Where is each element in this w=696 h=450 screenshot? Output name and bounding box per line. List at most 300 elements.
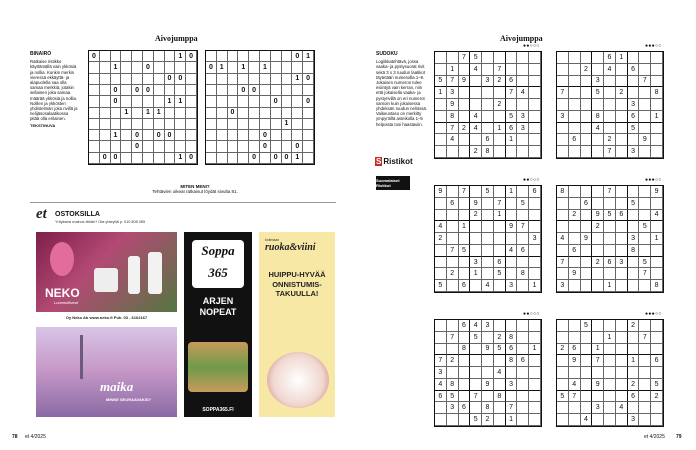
grid-cell[interactable]	[100, 85, 111, 96]
grid-cell[interactable]	[639, 52, 651, 64]
grid-cell[interactable]	[459, 355, 471, 367]
grid-cell[interactable]	[494, 52, 506, 64]
grid-cell[interactable]	[282, 108, 293, 119]
grid-cell[interactable]	[482, 268, 494, 280]
grid-cell[interactable]	[260, 85, 271, 96]
grid-cell[interactable]	[557, 64, 569, 76]
grid-cell[interactable]	[143, 119, 154, 130]
grid-cell[interactable]	[447, 414, 459, 426]
grid-cell[interactable]	[165, 85, 176, 96]
grid-cell[interactable]	[303, 153, 314, 164]
grid-cell[interactable]	[435, 402, 447, 414]
grid-cell[interactable]	[616, 76, 628, 88]
grid-cell[interactable]	[165, 62, 176, 73]
grid-cell[interactable]	[217, 96, 228, 107]
grid-cell[interactable]	[628, 402, 640, 414]
grid-cell[interactable]	[435, 414, 447, 426]
grid-cell[interactable]	[206, 96, 217, 107]
grid-cell[interactable]	[494, 280, 506, 292]
grid-cell[interactable]	[494, 87, 506, 99]
grid-cell[interactable]	[592, 233, 604, 245]
grid-cell[interactable]	[100, 51, 111, 62]
grid-cell[interactable]	[459, 268, 471, 280]
grid-cell[interactable]	[592, 64, 604, 76]
grid-cell[interactable]	[581, 280, 593, 292]
grid-cell[interactable]	[228, 119, 239, 130]
grid-cell[interactable]	[639, 146, 651, 158]
grid-cell[interactable]	[628, 344, 640, 356]
grid-cell[interactable]	[435, 134, 447, 146]
grid-cell[interactable]	[569, 221, 581, 233]
grid-cell[interactable]	[517, 332, 529, 344]
grid-cell[interactable]	[459, 367, 471, 379]
grid-cell[interactable]	[249, 108, 260, 119]
grid-cell[interactable]	[470, 367, 482, 379]
grid-cell[interactable]	[282, 130, 293, 141]
grid-cell[interactable]	[121, 130, 132, 141]
grid-cell[interactable]	[529, 146, 541, 158]
grid-cell[interactable]	[217, 74, 228, 85]
grid-cell[interactable]	[121, 141, 132, 152]
grid-cell[interactable]	[470, 344, 482, 356]
grid-cell[interactable]	[628, 332, 640, 344]
grid-cell[interactable]	[592, 332, 604, 344]
grid-cell[interactable]	[581, 391, 593, 403]
grid-cell[interactable]	[569, 332, 581, 344]
grid-cell[interactable]	[292, 119, 303, 130]
grid-cell[interactable]	[260, 153, 271, 164]
grid-cell[interactable]	[557, 52, 569, 64]
grid-cell[interactable]	[506, 320, 518, 332]
grid-cell[interactable]	[639, 320, 651, 332]
grid-cell[interactable]	[186, 62, 197, 73]
grid-cell[interactable]	[238, 153, 249, 164]
grid-cell[interactable]	[639, 391, 651, 403]
grid-cell[interactable]	[529, 332, 541, 344]
grid-cell[interactable]	[482, 332, 494, 344]
grid-cell[interactable]	[604, 344, 616, 356]
grid-cell[interactable]	[651, 414, 663, 426]
grid-cell[interactable]	[260, 74, 271, 85]
grid-cell[interactable]	[154, 74, 165, 85]
grid-cell[interactable]	[557, 99, 569, 111]
grid-cell[interactable]	[459, 414, 471, 426]
grid-cell[interactable]	[616, 344, 628, 356]
grid-cell[interactable]	[459, 99, 471, 111]
grid-cell[interactable]	[154, 153, 165, 164]
grid-cell[interactable]	[447, 146, 459, 158]
grid-cell[interactable]	[482, 210, 494, 222]
grid-cell[interactable]	[175, 108, 186, 119]
grid-cell[interactable]	[639, 87, 651, 99]
grid-cell[interactable]	[529, 367, 541, 379]
grid-cell[interactable]	[616, 332, 628, 344]
grid-cell[interactable]	[435, 320, 447, 332]
grid-cell[interactable]	[100, 74, 111, 85]
grid-cell[interactable]	[228, 130, 239, 141]
grid-cell[interactable]	[303, 108, 314, 119]
grid-cell[interactable]	[143, 74, 154, 85]
grid-cell[interactable]	[529, 245, 541, 257]
grid-cell[interactable]	[506, 210, 518, 222]
grid-cell[interactable]	[435, 210, 447, 222]
grid-cell[interactable]	[569, 280, 581, 292]
grid-cell[interactable]	[228, 96, 239, 107]
grid-cell[interactable]	[447, 221, 459, 233]
grid-cell[interactable]	[238, 119, 249, 130]
grid-cell[interactable]	[651, 99, 663, 111]
grid-cell[interactable]	[616, 198, 628, 210]
grid-cell[interactable]	[271, 130, 282, 141]
grid-cell[interactable]	[506, 64, 518, 76]
grid-cell[interactable]	[238, 96, 249, 107]
grid-cell[interactable]	[121, 51, 132, 62]
grid-cell[interactable]	[249, 130, 260, 141]
grid-cell[interactable]	[435, 198, 447, 210]
grid-cell[interactable]	[260, 51, 271, 62]
grid-cell[interactable]	[604, 111, 616, 123]
grid-cell[interactable]	[482, 198, 494, 210]
grid-cell[interactable]	[616, 367, 628, 379]
grid-cell[interactable]	[459, 198, 471, 210]
grid-cell[interactable]	[529, 257, 541, 269]
grid-cell[interactable]	[651, 64, 663, 76]
grid-cell[interactable]	[282, 62, 293, 73]
grid-cell[interactable]	[651, 367, 663, 379]
grid-cell[interactable]	[121, 119, 132, 130]
grid-cell[interactable]	[581, 99, 593, 111]
grid-cell[interactable]	[249, 141, 260, 152]
grid-cell[interactable]	[517, 99, 529, 111]
grid-cell[interactable]	[628, 280, 640, 292]
grid-cell[interactable]	[569, 186, 581, 198]
grid-cell[interactable]	[111, 74, 122, 85]
grid-cell[interactable]	[206, 130, 217, 141]
grid-cell[interactable]	[282, 51, 293, 62]
grid-cell[interactable]	[435, 257, 447, 269]
grid-cell[interactable]	[557, 134, 569, 146]
grid-cell[interactable]	[581, 402, 593, 414]
grid-cell[interactable]	[303, 119, 314, 130]
grid-cell[interactable]	[89, 74, 100, 85]
grid-cell[interactable]	[529, 198, 541, 210]
grid-cell[interactable]	[569, 64, 581, 76]
grid-cell[interactable]	[228, 85, 239, 96]
grid-cell[interactable]	[616, 379, 628, 391]
grid-cell[interactable]	[132, 51, 143, 62]
grid-cell[interactable]	[459, 332, 471, 344]
grid-cell[interactable]	[616, 355, 628, 367]
grid-cell[interactable]	[616, 391, 628, 403]
grid-cell[interactable]	[506, 391, 518, 403]
grid-cell[interactable]	[651, 123, 663, 135]
grid-cell[interactable]	[592, 414, 604, 426]
grid-cell[interactable]	[447, 257, 459, 269]
grid-cell[interactable]	[628, 367, 640, 379]
grid-cell[interactable]	[581, 146, 593, 158]
grid-cell[interactable]	[529, 221, 541, 233]
grid-cell[interactable]	[271, 74, 282, 85]
grid-cell[interactable]	[517, 76, 529, 88]
grid-cell[interactable]	[639, 402, 651, 414]
grid-cell[interactable]	[557, 198, 569, 210]
grid-cell[interactable]	[282, 74, 293, 85]
grid-cell[interactable]	[89, 130, 100, 141]
grid-cell[interactable]	[482, 52, 494, 64]
grid-cell[interactable]	[494, 320, 506, 332]
grid-cell[interactable]	[581, 245, 593, 257]
grid-cell[interactable]	[165, 108, 176, 119]
grid-cell[interactable]	[569, 99, 581, 111]
grid-cell[interactable]	[529, 76, 541, 88]
grid-cell[interactable]	[206, 153, 217, 164]
grid-cell[interactable]	[459, 257, 471, 269]
grid-cell[interactable]	[581, 52, 593, 64]
grid-cell[interactable]	[186, 74, 197, 85]
grid-cell[interactable]	[517, 210, 529, 222]
grid-cell[interactable]	[517, 146, 529, 158]
grid-cell[interactable]	[592, 134, 604, 146]
grid-cell[interactable]	[557, 210, 569, 222]
neko-ad[interactable]	[36, 232, 177, 322]
grid-cell[interactable]	[217, 108, 228, 119]
grid-cell[interactable]	[89, 108, 100, 119]
grid-cell[interactable]	[651, 268, 663, 280]
grid-cell[interactable]	[482, 355, 494, 367]
grid-cell[interactable]	[238, 108, 249, 119]
grid-cell[interactable]	[581, 257, 593, 269]
grid-cell[interactable]	[494, 221, 506, 233]
grid-cell[interactable]	[628, 221, 640, 233]
grid-cell[interactable]	[569, 198, 581, 210]
grid-cell[interactable]	[206, 119, 217, 130]
grid-cell[interactable]	[639, 99, 651, 111]
grid-cell[interactable]	[651, 257, 663, 269]
grid-cell[interactable]	[111, 51, 122, 62]
grid-cell[interactable]	[482, 99, 494, 111]
grid-cell[interactable]	[569, 257, 581, 269]
grid-cell[interactable]	[111, 119, 122, 130]
grid-cell[interactable]	[529, 414, 541, 426]
grid-cell[interactable]	[459, 210, 471, 222]
grid-cell[interactable]	[482, 221, 494, 233]
grid-cell[interactable]	[143, 141, 154, 152]
grid-cell[interactable]	[89, 153, 100, 164]
grid-cell[interactable]	[651, 52, 663, 64]
grid-cell[interactable]	[435, 52, 447, 64]
grid-cell[interactable]	[581, 76, 593, 88]
grid-cell[interactable]	[517, 414, 529, 426]
grid-cell[interactable]	[557, 379, 569, 391]
grid-cell[interactable]	[639, 111, 651, 123]
grid-cell[interactable]	[604, 391, 616, 403]
grid-cell[interactable]	[529, 402, 541, 414]
grid-cell[interactable]	[459, 146, 471, 158]
grid-cell[interactable]	[517, 233, 529, 245]
grid-cell[interactable]	[604, 76, 616, 88]
sudoku-puzzle-2[interactable]	[556, 51, 664, 159]
grid-cell[interactable]	[628, 210, 640, 222]
grid-cell[interactable]	[557, 355, 569, 367]
grid-cell[interactable]	[292, 130, 303, 141]
grid-cell[interactable]	[217, 141, 228, 152]
grid-cell[interactable]	[154, 62, 165, 73]
grid-cell[interactable]	[616, 280, 628, 292]
grid-cell[interactable]	[604, 268, 616, 280]
grid-cell[interactable]	[628, 134, 640, 146]
grid-cell[interactable]	[154, 85, 165, 96]
grid-cell[interactable]	[447, 367, 459, 379]
grid-cell[interactable]	[154, 141, 165, 152]
grid-cell[interactable]	[482, 123, 494, 135]
grid-cell[interactable]	[651, 76, 663, 88]
grid-cell[interactable]	[517, 367, 529, 379]
grid-cell[interactable]	[639, 280, 651, 292]
grid-cell[interactable]	[165, 51, 176, 62]
grid-cell[interactable]	[470, 355, 482, 367]
grid-cell[interactable]	[616, 233, 628, 245]
grid-cell[interactable]	[271, 119, 282, 130]
grid-cell[interactable]	[228, 74, 239, 85]
grid-cell[interactable]	[249, 74, 260, 85]
grid-cell[interactable]	[165, 141, 176, 152]
grid-cell[interactable]	[89, 141, 100, 152]
grid-cell[interactable]	[470, 245, 482, 257]
grid-cell[interactable]	[435, 99, 447, 111]
grid-cell[interactable]	[616, 414, 628, 426]
grid-cell[interactable]	[529, 320, 541, 332]
grid-cell[interactable]	[132, 62, 143, 73]
grid-cell[interactable]	[592, 99, 604, 111]
grid-cell[interactable]	[282, 141, 293, 152]
grid-cell[interactable]	[557, 414, 569, 426]
grid-cell[interactable]	[154, 51, 165, 62]
grid-cell[interactable]	[517, 320, 529, 332]
grid-cell[interactable]	[482, 391, 494, 403]
grid-cell[interactable]	[175, 62, 186, 73]
grid-cell[interactable]	[506, 198, 518, 210]
grid-cell[interactable]	[639, 186, 651, 198]
grid-cell[interactable]	[165, 153, 176, 164]
grid-cell[interactable]	[132, 153, 143, 164]
grid-cell[interactable]	[459, 391, 471, 403]
grid-cell[interactable]	[100, 62, 111, 73]
grid-cell[interactable]	[271, 108, 282, 119]
grid-cell[interactable]	[569, 367, 581, 379]
sudoku-puzzle-6[interactable]	[556, 319, 664, 427]
grid-cell[interactable]	[557, 76, 569, 88]
grid-cell[interactable]	[494, 186, 506, 198]
grid-cell[interactable]	[592, 320, 604, 332]
binairo-puzzle-2[interactable]	[205, 50, 315, 165]
grid-cell[interactable]	[616, 99, 628, 111]
grid-cell[interactable]	[470, 402, 482, 414]
grid-cell[interactable]	[651, 134, 663, 146]
grid-cell[interactable]	[651, 402, 663, 414]
grid-cell[interactable]	[494, 245, 506, 257]
grid-cell[interactable]	[592, 146, 604, 158]
grid-cell[interactable]	[249, 119, 260, 130]
grid-cell[interactable]	[604, 367, 616, 379]
grid-cell[interactable]	[604, 379, 616, 391]
grid-cell[interactable]	[604, 355, 616, 367]
grid-cell[interactable]	[639, 245, 651, 257]
grid-cell[interactable]	[517, 257, 529, 269]
grid-cell[interactable]	[529, 87, 541, 99]
grid-cell[interactable]	[517, 134, 529, 146]
grid-cell[interactable]	[651, 221, 663, 233]
grid-cell[interactable]	[604, 99, 616, 111]
grid-cell[interactable]	[581, 221, 593, 233]
grid-cell[interactable]	[592, 186, 604, 198]
grid-cell[interactable]	[228, 153, 239, 164]
grid-cell[interactable]	[132, 119, 143, 130]
grid-cell[interactable]	[581, 87, 593, 99]
grid-cell[interactable]	[581, 186, 593, 198]
grid-cell[interactable]	[616, 320, 628, 332]
grid-cell[interactable]	[121, 153, 132, 164]
grid-cell[interactable]	[569, 111, 581, 123]
grid-cell[interactable]	[249, 96, 260, 107]
grid-cell[interactable]	[143, 51, 154, 62]
grid-cell[interactable]	[529, 268, 541, 280]
grid-cell[interactable]	[628, 52, 640, 64]
grid-cell[interactable]	[186, 108, 197, 119]
grid-cell[interactable]	[260, 96, 271, 107]
grid-cell[interactable]	[651, 320, 663, 332]
grid-cell[interactable]	[517, 186, 529, 198]
grid-cell[interactable]	[249, 62, 260, 73]
grid-cell[interactable]	[447, 210, 459, 222]
grid-cell[interactable]	[557, 146, 569, 158]
grid-cell[interactable]	[517, 391, 529, 403]
soppa365-ad[interactable]	[184, 232, 252, 417]
grid-cell[interactable]	[121, 85, 132, 96]
grid-cell[interactable]	[303, 130, 314, 141]
grid-cell[interactable]	[470, 134, 482, 146]
grid-cell[interactable]	[517, 344, 529, 356]
grid-cell[interactable]	[292, 62, 303, 73]
grid-cell[interactable]	[271, 62, 282, 73]
grid-cell[interactable]	[482, 87, 494, 99]
grid-cell[interactable]	[506, 146, 518, 158]
grid-cell[interactable]	[470, 76, 482, 88]
grid-cell[interactable]	[100, 141, 111, 152]
grid-cell[interactable]	[639, 379, 651, 391]
grid-cell[interactable]	[175, 119, 186, 130]
grid-cell[interactable]	[482, 64, 494, 76]
grid-cell[interactable]	[616, 111, 628, 123]
grid-cell[interactable]	[506, 52, 518, 64]
grid-cell[interactable]	[616, 186, 628, 198]
grid-cell[interactable]	[282, 85, 293, 96]
grid-cell[interactable]	[651, 146, 663, 158]
grid-cell[interactable]	[529, 210, 541, 222]
grid-cell[interactable]	[569, 87, 581, 99]
grid-cell[interactable]	[529, 111, 541, 123]
grid-cell[interactable]	[616, 134, 628, 146]
grid-cell[interactable]	[557, 320, 569, 332]
grid-cell[interactable]	[639, 210, 651, 222]
maika-ad[interactable]	[36, 327, 177, 417]
grid-cell[interactable]	[175, 85, 186, 96]
grid-cell[interactable]	[592, 198, 604, 210]
grid-cell[interactable]	[111, 108, 122, 119]
grid-cell[interactable]	[628, 186, 640, 198]
grid-cell[interactable]	[217, 130, 228, 141]
grid-cell[interactable]	[100, 96, 111, 107]
grid-cell[interactable]	[121, 96, 132, 107]
